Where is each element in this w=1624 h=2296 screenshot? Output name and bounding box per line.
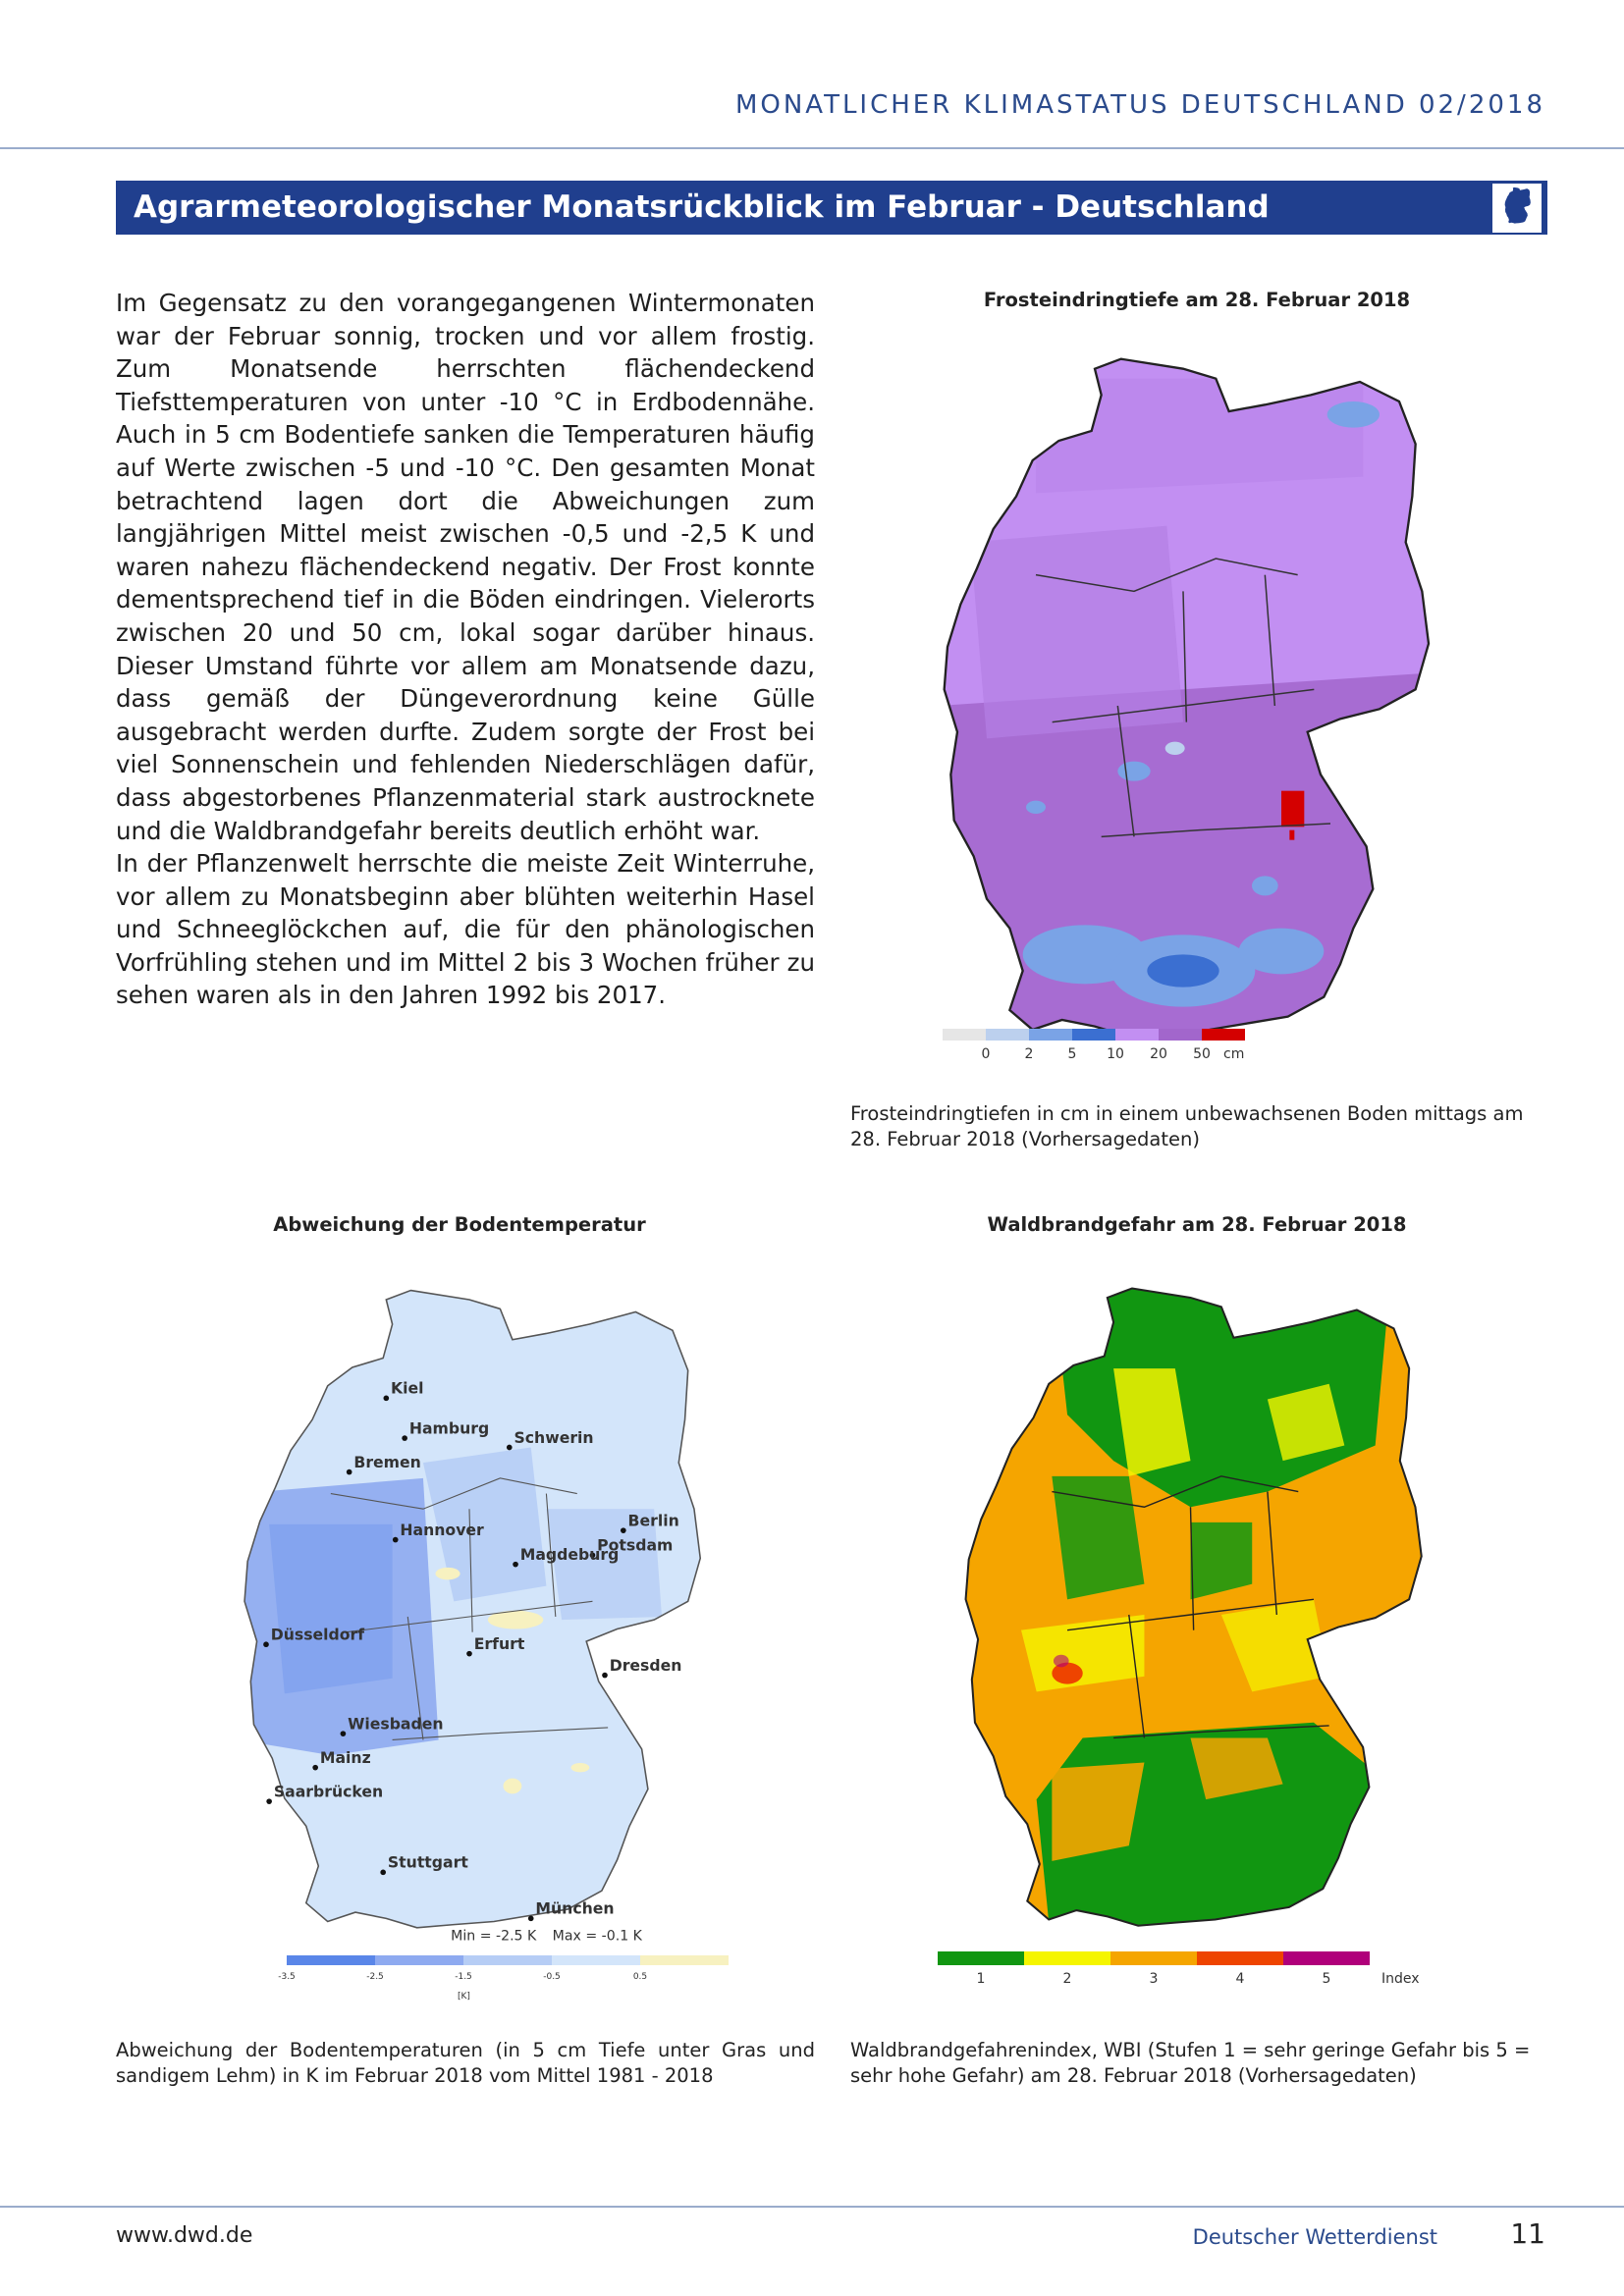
legend-unit: cm <box>1223 1046 1245 1062</box>
frost-map-caption: Frosteindringtiefen in cm in einem unbewachsenen Boden mittags am 28. Februar 2018 (Vorhersagedaten) <box>850 1102 1524 1150</box>
legend-tick-label: 0 <box>981 1046 991 1062</box>
legend-swatch <box>986 1029 1029 1041</box>
germany-map-icon <box>1492 184 1542 233</box>
city-marker <box>347 1469 352 1475</box>
soil-temp-map-caption: Abweichung der Bodentemperaturen (in 5 cm Tiefe unter Gras und sandigem Lehm) in K im Februar 2018 vom Mittel 1981 - 2018 <box>116 2039 815 2087</box>
city-label: Hannover <box>400 1520 484 1539</box>
intro-paragraph-1: Im Gegensatz zu den vorangegangenen Wintermonaten war der Februar sonnig, trocken und vor allem frostig. Zum Monatsende herrschten flächendeckend Tiefsttemperaturen von unter -10 °C in Erdbodennähe. Auch in 5 cm Bodentiefe sanken die Temperaturen häufig auf Werte zwischen -5 und -10 °C. Den gesamten Monat betrachtend lagen dort die Abweichungen zum langjährigen Mittel meist zwischen -0,5 und -2,5 K und waren nahezu flächendeckend negativ. Der Frost konnte dementsprechend tief in die Böden eindringen. Vielerorts zwischen 20 und 50 cm, lokal sogar darüber hinaus. Dieser Umstand führte vor allem am Monatsende dazu, dass gemäß der Düngeverordnung keine Gülle ausgebracht werden durfte. Zudem sorgte der Frost bei viel Sonnenschein und fehlenden Niederschlägen dafür, dass abgestorbenes Pflanzenmaterial stark austrocknete und die Waldbrandgefahr bereits deutlich erhöht war. <box>116 289 815 845</box>
city-label: Mainz <box>319 1747 371 1767</box>
city-label: Saarbrücken <box>273 1782 384 1801</box>
legend-unit: Index <box>1381 1971 1420 1987</box>
legend-tick-label: 50 <box>1193 1046 1211 1062</box>
legend-swatch <box>1072 1029 1115 1041</box>
legend-tick-label: 1 <box>976 1971 986 1987</box>
city-label: Magdeburg <box>519 1544 620 1564</box>
legend-swatch <box>1283 1951 1370 1965</box>
frost-map-legend <box>938 1027 1399 1062</box>
city-label: München <box>535 1898 615 1918</box>
city-marker <box>402 1435 407 1441</box>
legend-tick-label: 2 <box>1024 1046 1034 1062</box>
legend-swatch <box>1029 1029 1072 1041</box>
soil-max-label: Max = -0.1 K <box>552 1928 642 1945</box>
city-marker <box>513 1562 518 1568</box>
city-marker <box>383 1395 389 1401</box>
legend-swatch <box>938 1951 1024 1965</box>
legend-swatch <box>552 1955 640 1965</box>
legend-swatch <box>1202 1029 1245 1041</box>
report-header-title: MONATLICHER KLIMASTATUS DEUTSCHLAND 02/2018 <box>734 90 1545 120</box>
city-marker <box>466 1651 472 1657</box>
legend-swatch <box>640 1955 729 1965</box>
legend-swatch <box>1197 1951 1283 1965</box>
city-label: Hamburg <box>408 1418 490 1438</box>
intro-paragraph-2: In der Pflanzenwelt herrschte die meiste Zeit Winterruhe, vor allem zu Monatsbeginn aber blühten weiterhin Hasel und Schneeglöckchen auf, die für den phänologischen Vorfrühling stehen und im Mittel 2 bis 3 Wochen früher zu sehen waren als in den Jahren 1992 bis 2017. <box>116 849 815 1010</box>
city-marker <box>263 1641 269 1647</box>
city-label: Düsseldorf <box>270 1625 365 1644</box>
soil-legend-unit: [K] <box>458 1992 470 2002</box>
intro-text <box>116 287 815 1012</box>
legend-swatch <box>1110 1951 1197 1965</box>
city-marker <box>393 1537 399 1543</box>
city-marker <box>380 1869 386 1875</box>
legend-tick-label: 5 <box>1322 1971 1331 1987</box>
legend-tick-label: -3.5 <box>278 1972 296 1982</box>
legend-tick-label: 4 <box>1235 1971 1245 1987</box>
legend-tick-label: 10 <box>1107 1046 1124 1062</box>
frost-map-title: Frosteindringtiefe am 28. Februar 2018 <box>983 289 1411 311</box>
city-marker <box>341 1731 347 1736</box>
city-marker <box>312 1765 318 1771</box>
city-label: Bremen <box>353 1452 421 1471</box>
legend-tick-label: 3 <box>1149 1971 1159 1987</box>
fire-map-caption: Waldbrandgefahrenindex, WBI (Stufen 1 = sehr geringe Gefahr bis 5 = sehr hohe Gefahr) am 28. Februar 2018 (Vorhersagedaten) <box>850 2039 1531 2087</box>
city-label: Wiesbaden <box>348 1714 444 1734</box>
section-title-bar <box>116 181 1547 235</box>
legend-swatch <box>943 1029 986 1041</box>
legend-swatch <box>287 1955 375 1965</box>
legend-swatch <box>1159 1029 1202 1041</box>
forest-fire-danger-map <box>947 1276 1434 1953</box>
soil-temp-legend <box>275 1953 658 2002</box>
page-number: 11 <box>1510 2217 1545 2250</box>
city-label: Erfurt <box>473 1633 525 1653</box>
city-label: Stuttgart <box>387 1852 468 1872</box>
city-label: Berlin <box>627 1511 679 1530</box>
city-marker <box>507 1445 513 1451</box>
footer-website: www.dwd.de <box>116 2223 253 2248</box>
legend-tick-label: 0.5 <box>632 1972 648 1982</box>
legend-tick-label: -2.5 <box>366 1972 384 1982</box>
city-label: Kiel <box>391 1378 424 1398</box>
legend-tick-label: 2 <box>1062 1971 1072 1987</box>
soil-min-label: Min = -2.5 K <box>451 1928 537 1945</box>
city-marker <box>621 1527 626 1533</box>
legend-tick-label: -1.5 <box>455 1972 472 1982</box>
legend-swatch <box>375 1955 463 1965</box>
header-divider <box>0 147 1624 149</box>
legend-swatch <box>1115 1029 1159 1041</box>
legend-swatch <box>463 1955 552 1965</box>
fire-map-title: Waldbrandgefahr am 28. Februar 2018 <box>987 1213 1407 1236</box>
city-marker <box>602 1673 608 1679</box>
footer-publisher: Deutscher Wetterdienst <box>1192 2225 1437 2249</box>
city-label: Potsdam <box>597 1535 674 1555</box>
soil-temperature-deviation-map <box>230 1278 709 1955</box>
legend-tick-label: -0.5 <box>543 1972 561 1982</box>
city-marker <box>266 1798 272 1804</box>
legend-tick-label: 5 <box>1067 1046 1077 1062</box>
legend-swatch <box>1024 1951 1110 1965</box>
section-title: Agrarmeteorologischer Monatsrückblick im Februar - Deutschland <box>134 189 1270 225</box>
city-label: Dresden <box>609 1655 682 1675</box>
fire-map-legend <box>938 1949 1420 1989</box>
city-marker <box>528 1916 534 1922</box>
city-label: Schwerin <box>514 1427 594 1447</box>
footer-divider <box>0 2206 1624 2208</box>
frost-depth-map <box>938 346 1429 1066</box>
legend-tick-label: 20 <box>1150 1046 1167 1062</box>
soil-temp-map-title: Abweichung der Bodentemperatur <box>273 1213 646 1236</box>
